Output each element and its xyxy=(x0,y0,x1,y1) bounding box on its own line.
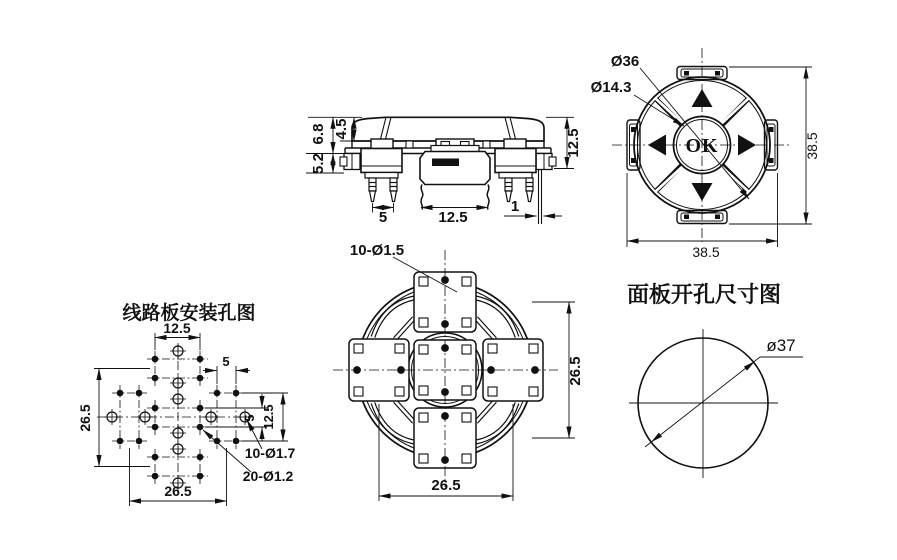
dim-cap-height-label: 4.5 xyxy=(333,118,350,140)
front-width-label: 38.5 xyxy=(692,244,720,260)
bottom-height-label: 26.5 xyxy=(567,356,584,386)
center-diameter-label: Ø14.3 xyxy=(590,79,632,96)
front-height-label: 38.5 xyxy=(804,132,820,160)
dim-pin-pitch-label: 5 xyxy=(378,209,388,226)
side-view-left-switch xyxy=(361,139,402,202)
bottom-view-drawing xyxy=(333,242,584,501)
dim-center-pitch-label: 12.5 xyxy=(438,209,468,226)
panel-cutout-title: 面板开孔尺寸图 xyxy=(626,282,782,307)
pcb-terminal-holes-label: 10-Ø1.7 xyxy=(244,445,296,461)
outer-diameter-label: Ø36 xyxy=(610,53,640,70)
bottom-pin-holes-label: 10-Ø1.5 xyxy=(349,242,405,259)
dim-cap-total-label: 6.8 xyxy=(310,123,327,145)
panel-cutout-drawing xyxy=(627,282,803,478)
side-view-center-switch xyxy=(420,139,490,210)
ok-button-label: OK xyxy=(685,135,719,157)
dim-body-height-label: 5.2 xyxy=(310,153,327,174)
left-switch-pins xyxy=(369,178,397,202)
pcb-pad-width-label: 5 xyxy=(222,354,230,369)
panel-cutout-centerlines xyxy=(629,329,778,478)
side-view-drawing xyxy=(306,117,582,226)
dim-pin-width-label: 1 xyxy=(510,198,520,215)
side-view-left-bracket xyxy=(340,154,360,170)
pcb-view-title: 线路板安装孔图 xyxy=(122,303,256,324)
bottom-width-label: 26.5 xyxy=(431,477,461,494)
panel-diameter-label: ø37 xyxy=(766,336,796,355)
pcb-bottom-span-label: 26.5 xyxy=(164,483,192,499)
pcb-post-holes-label: 20-Ø1.2 xyxy=(242,468,294,484)
pcb-pad-gap-label: 5 xyxy=(242,414,257,422)
pcb-pad-height-label: 12.5 xyxy=(261,404,276,430)
dim-overall-height-label: 12.5 xyxy=(565,128,582,158)
side-view-right-switch xyxy=(495,139,536,202)
front-view-drawing xyxy=(591,48,820,260)
pcb-left-span-label: 26.5 xyxy=(77,404,93,432)
pcb-top-pitch-label: 12.5 xyxy=(163,320,191,336)
panel-cutout-leader xyxy=(645,357,803,447)
pcb-view-drawing xyxy=(77,301,296,506)
side-view-right-bracket xyxy=(536,154,556,225)
